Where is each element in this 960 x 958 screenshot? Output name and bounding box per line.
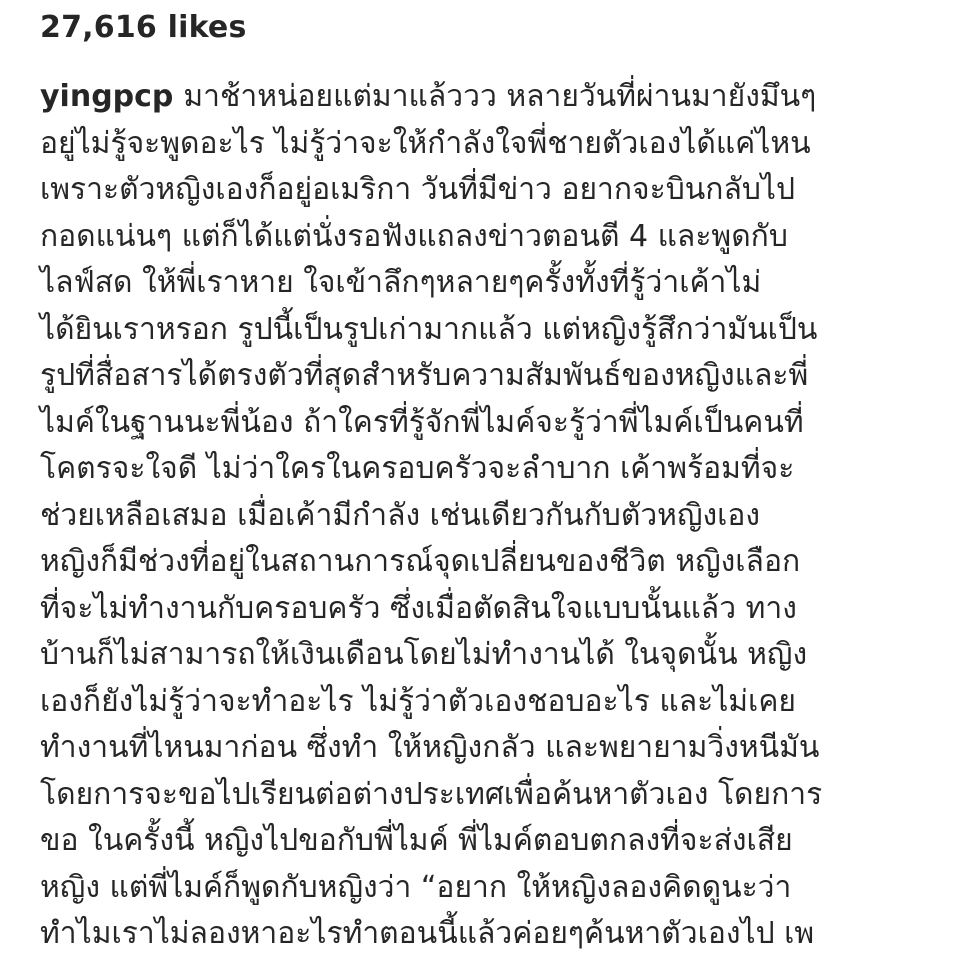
caption-line: หญิงก็มีช่วงที่อยู่ในสถานการณ์จุดเปลี่ยนของชีวิต หญิงเลือก	[40, 544, 801, 579]
caption-line: โดยการจะขอไปเรียนต่อต่างประเทศเพื่อค้นหาตัวเอง โดยการ	[40, 776, 823, 812]
post-caption	[40, 74, 940, 958]
caption-line: หญิง แต่พี่ไมค์ก็พูดกับหญิงว่า “อยาก ให้หญิงลองคิดดูนะว่า	[40, 869, 792, 905]
caption-line: ทำงานที่ไหนมาก่อน ซึ่งทำ ให้หญิงกลัว และพยายามวิ่งหนีมัน	[40, 730, 820, 765]
caption-line: กอดแน่นๆ แต่ก็ได้แต่นั่งรอฟังแถลงข่าวตอนตี 4 และพูดกับ	[40, 218, 788, 254]
caption-line: เองก็ยังไม่รู้ว่าจะทำอะไร ไม่รู้ว่าตัวเองชอบอะไร และไม่เคย	[40, 683, 796, 719]
caption-line: อยู่ไม่รู้จะพูดอะไร ไม่รู้ว่าจะให้กำลังใจพี่ชายตัวเองได้แค่ไหน	[40, 125, 811, 161]
caption-line: ทำไมเราไม่ลองหาอะไรทำตอนนี้แล้วค่อยๆค้นหาตัวเองไป เพ	[40, 916, 815, 951]
caption-line: เพราะตัวหญิงเองก็อยู่อเมริกา วันที่มีข่าว อยากจะบินกลับไป	[40, 172, 796, 207]
caption-line: ขอ ในครั้งนี้ หญิงไปขอกับพี่ไมค์ พี่ไมค์ตอบตกลงที่จะส่งเสีย	[40, 823, 793, 858]
caption-line: ได้ยินเราหรอก รูปนี้เป็นรูปเก่ามากแล้ว แต่หญิงรู้สึกว่ามันเป็น	[40, 311, 818, 347]
caption-text: มาช้าหน่อยแต่มาแล้ววว หลายวันที่ผ่านมายังมึนๆ	[183, 79, 817, 114]
caption-line: ที่จะไม่ทำงานกับครอบครัว ซึ่งเมื่อตัดสินใจแบบนั้นแล้ว ทาง	[40, 590, 797, 626]
caption-line: บ้านก็ไม่สามารถให้เงินเดือนโดยไม่ทำงานได้ ในจุดนั้น หญิง	[40, 637, 808, 672]
caption-line: รูปที่สื่อสารได้ตรงตัวที่สุดสำหรับความสัมพันธ์ของหญิงและพี่	[40, 358, 809, 393]
username-link[interactable]: yingpcp	[40, 79, 174, 114]
caption-line: ช่วยเหลือเสมอ เมื่อเค้ามีกำลัง เช่นเดียวกันกับตัวหญิงเอง	[40, 497, 761, 533]
caption-line: โคตรจะใจดี ไม่ว่าใครในครอบครัวจะลำบาก เค้าพร้อมที่จะ	[40, 451, 795, 486]
caption-line	[40, 74, 940, 121]
likes-count[interactable]: 27,616 likes	[40, 10, 247, 45]
caption-line: ไลฟ์สด ให้พี่เราหาย ใจเข้าลึกๆหลายๆครั้งทั้งที่รู้ว่าเค้าไม่	[40, 265, 762, 300]
caption-line: ไมค์ในฐานนะพี่น้อง ถ้าใครที่รู้จักพี่ไมค์จะรู้ว่าพี่ไมค์เป็นคนที่	[40, 404, 804, 440]
